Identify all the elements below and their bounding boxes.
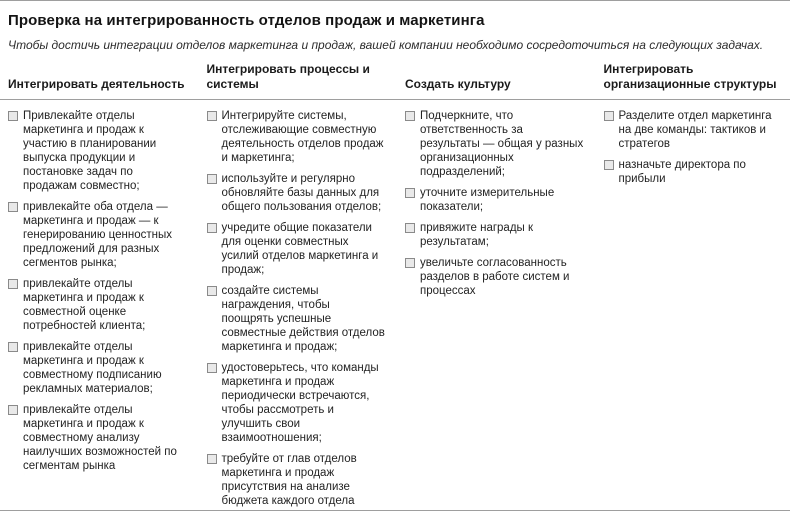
checklist-item-text: привлекайте отделы маркетинга и продаж к совместной оценке потребностей клиента;: [23, 278, 146, 332]
checkbox-icon: [405, 188, 415, 198]
checklist-item: [8, 340, 187, 396]
checklist-item: [8, 200, 187, 270]
column-activities: [8, 102, 187, 510]
checkbox-icon: [8, 202, 18, 212]
page-title: Проверка на интегрированность отделов продаж и маркетинга: [8, 12, 485, 29]
checkbox-icon: [207, 454, 217, 464]
checklist-item-text: Подчеркните, что ответственность за результаты — общая у разных организационных подразделений;: [420, 110, 584, 178]
checklist-item-text: требуйте от глав отделов маркетинга и продаж присутствия на анализе бюджета каждого отдела: [221, 453, 357, 507]
checkbox-icon: [604, 111, 614, 121]
column-processes: [207, 102, 386, 510]
checklist-item-text: привлекайте отделы маркетинга и продаж к совместному подписанию рекламных материалов;: [23, 341, 162, 395]
column-header-culture: Создать культуру: [405, 77, 511, 91]
checklist-item-text: удостоверьтесь, что команды маркетинга и продаж периодически встречаются, чтобы рассмотреть и улучшить свои взаимоотношения;: [221, 362, 379, 444]
column-header-structures: Интегрировать организационные структуры: [603, 62, 777, 91]
checklist-item-text: уточните измерительные показатели;: [420, 187, 555, 213]
checklist-item-text: увеличьте согласованность разделов в работе систем и процессах: [420, 257, 570, 297]
column-header-activities: Интегрировать деятельность: [8, 77, 185, 91]
checklist-item: [207, 452, 386, 508]
top-rule: [0, 0, 790, 1]
checklist-item-text: Разделите отдел маркетинга на две команды: тактиков и стратегов: [618, 110, 772, 150]
checklist-item: [207, 221, 386, 277]
table-body: [0, 100, 790, 510]
checkbox-icon: [8, 405, 18, 415]
checklist-item: [8, 277, 187, 333]
table-header-row: [0, 62, 790, 99]
checkbox-icon: [207, 363, 217, 373]
checklist-item-text: привлекайте отделы маркетинга и продаж к совместному анализу наилучших возможностей по сегментам рынка: [23, 404, 177, 472]
checklist-item: [8, 109, 187, 193]
checklist-item: [207, 361, 386, 445]
checklist-item: [405, 186, 584, 214]
checkbox-icon: [405, 258, 415, 268]
checklist-item: [405, 256, 584, 298]
checklist-item: [405, 109, 584, 179]
checkbox-icon: [8, 279, 18, 289]
checkbox-icon: [207, 174, 217, 184]
checklist-item-text: Интегрируйте системы, отслеживающие совместную деятельность отделов продаж и маркетинга;: [221, 110, 384, 164]
checklist-item-text: назначьте директора по прибыли: [618, 159, 746, 185]
column-structures: [604, 102, 783, 510]
checklist-item-text: учредите общие показатели для оценки совместных усилий отделов маркетинга и продаж;: [221, 222, 379, 276]
checklist-item-text: привлекайте оба отдела — маркетинга и продаж — к генерированию ценностных предложений для разных сегментов рынка;: [23, 201, 173, 269]
checkbox-icon: [207, 223, 217, 233]
checkbox-icon: [207, 111, 217, 121]
checkbox-icon: [405, 111, 415, 121]
checklist-item: [207, 284, 386, 354]
checkbox-icon: [405, 223, 415, 233]
column-culture: [405, 102, 584, 510]
checklist-item-text: Привлекайте отделы маркетинга и продаж к участию в планировании выпуска продукции и постановке задач по продажам совместно;: [23, 110, 157, 192]
checklist-item-text: создайте системы награждения, чтобы поощрять успешные совместные действия отделов маркетинга и продаж;: [221, 285, 385, 353]
checkbox-icon: [604, 160, 614, 170]
page-subtitle: Чтобы достичь интеграции отделов маркетинга и продаж, вашей компании необходимо сосредоточиться на следующих задачах.: [8, 38, 764, 52]
checklist-item-text: привяжите награды к результатам;: [420, 222, 534, 248]
checklist-item: [604, 158, 783, 186]
column-header-processes: Интегрировать процессы и системы: [206, 62, 370, 91]
checkbox-icon: [8, 342, 18, 352]
checklist-item: [8, 403, 187, 473]
checklist-item: [207, 172, 386, 214]
checklist-item: [604, 109, 783, 151]
checkbox-icon: [207, 286, 217, 296]
checkbox-icon: [8, 111, 18, 121]
checklist-item: [207, 109, 386, 165]
checklist-item: [405, 221, 584, 249]
checklist-item-text: используйте и регулярно обновляйте базы данных для общего пользования отделов;: [221, 173, 382, 213]
